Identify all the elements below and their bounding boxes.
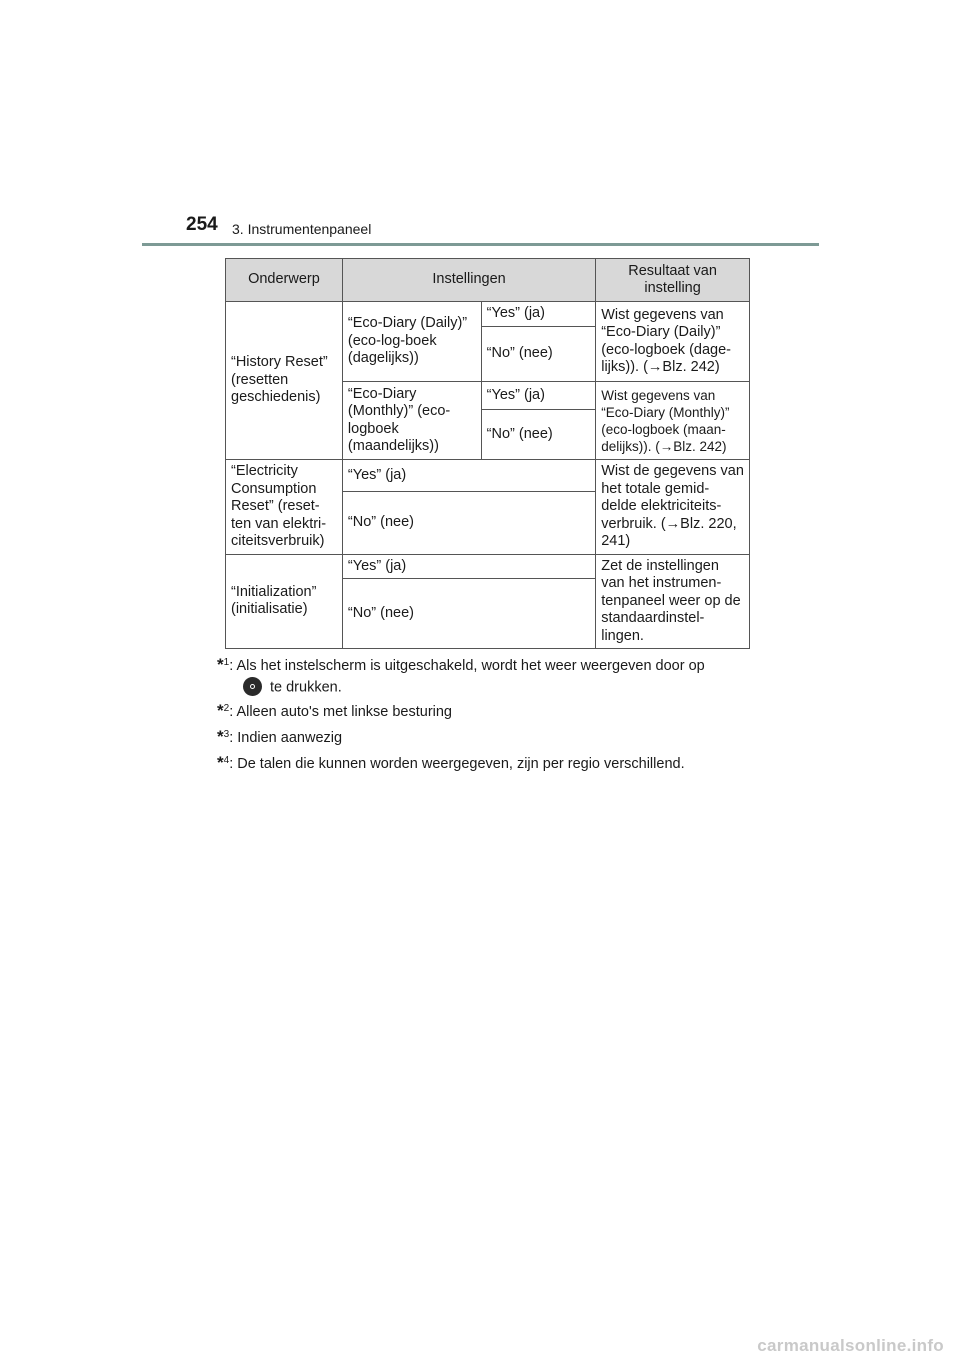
- option-initialization-no: “No” (nee): [342, 579, 595, 649]
- table-row: [226, 554, 750, 579]
- setting-eco-diary-daily: “Eco-Diary (Daily)” (eco-log-boek (dagelijks)): [342, 302, 481, 382]
- settings-table: [225, 258, 750, 649]
- footnote-cont-text: te drukken.: [270, 679, 342, 696]
- option-monthly-yes: “Yes” (ja): [481, 382, 596, 410]
- page-number: 254: [186, 214, 218, 235]
- option-monthly-no: “No” (nee): [481, 410, 596, 460]
- column-header-item: Onderwerp: [226, 259, 343, 302]
- item-electricity-reset: “Electricity Consumption Reset” (reset-ten van elektri-citeitsverbruik): [226, 460, 343, 555]
- option-electricity-yes: “Yes” (ja): [342, 460, 595, 492]
- result-initialization: Zet de instellingen van het instrumen-tenpaneel weer op de standaardinstel-lingen.: [596, 554, 750, 649]
- chapter-title: 3. Instrumentenpaneel: [232, 221, 372, 237]
- table-header-row: [226, 259, 750, 302]
- footnote-star: *: [217, 655, 224, 674]
- footnote-star: *: [217, 753, 224, 772]
- item-initialization: “Initialization” (initialisatie): [226, 554, 343, 649]
- ok-button-icon: [243, 677, 262, 696]
- option-daily-yes: “Yes” (ja): [481, 302, 596, 327]
- footnote-text: : Als het instelscherm is uitgeschakeld, wordt het weer weergeven door op: [229, 658, 705, 674]
- item-history-reset: “History Reset” (resetten geschiedenis): [226, 302, 343, 460]
- table-row: [226, 302, 750, 327]
- column-header-result: Resultaat van instelling: [596, 259, 750, 302]
- footnote-number: 3: [223, 729, 230, 740]
- setting-eco-diary-monthly: “Eco-Diary (Monthly)” (eco-logboek (maandelijks)): [342, 382, 481, 460]
- result-daily: Wist gegevens van “Eco-Diary (Daily)” (eco-logboek (dage-lijks)). (→Blz. 242): [596, 302, 750, 382]
- option-daily-no: “No” (nee): [481, 327, 596, 382]
- watermark: carmanualsonline.info: [757, 1336, 944, 1355]
- table-row: [226, 460, 750, 492]
- footnote-star: *: [217, 727, 224, 746]
- footnote-number: 2: [223, 703, 230, 714]
- option-electricity-no: “No” (nee): [342, 491, 595, 554]
- column-header-settings: Instellingen: [342, 259, 595, 302]
- footnote-1: [217, 656, 752, 697]
- footnote-text: : Alleen auto's met linkse besturing: [229, 704, 452, 720]
- footnote-2: [217, 702, 752, 721]
- footnote-4: [217, 754, 752, 773]
- footnote-continuation: [217, 678, 752, 697]
- result-electricity: Wist de gegevens van het totale gemid-delde elektriciteits-verbruik. (→Blz. 220, 241): [596, 460, 750, 555]
- footnote-number: 1: [223, 657, 230, 668]
- footnote-3: [217, 728, 752, 747]
- footnote-text: : Indien aanwezig: [229, 730, 343, 746]
- result-monthly: Wist gegevens van “Eco-Diary (Monthly)” (eco-logboek (maan-delijks)). (→Blz. 242): [596, 382, 750, 460]
- footnote-text: : De talen die kunnen worden weergegeven, zijn per regio verschillend.: [229, 756, 685, 772]
- header-rule: [142, 243, 819, 246]
- footnote-star: *: [217, 701, 224, 720]
- option-initialization-yes: “Yes” (ja): [342, 554, 595, 579]
- footnote-number: 4: [223, 755, 230, 766]
